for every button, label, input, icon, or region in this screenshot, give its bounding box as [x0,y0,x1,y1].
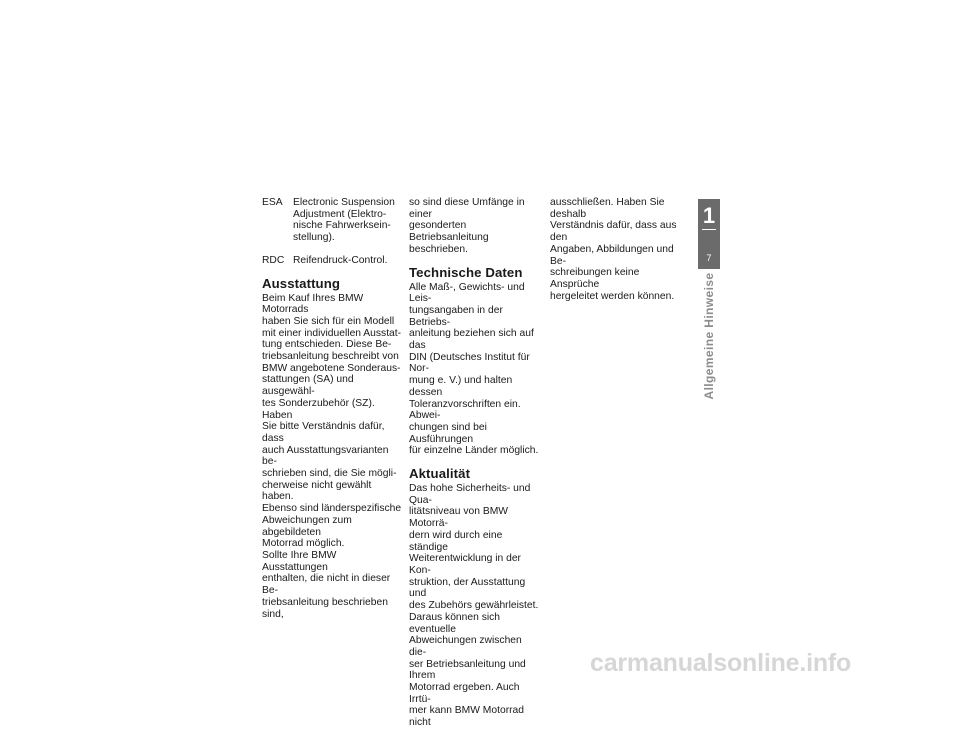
column-1 [262,197,402,620]
abbreviation-esa [262,197,402,244]
column-2 [409,197,541,729]
abbreviation-definition: Electronic Suspension Adjustment (Elektro- nische Fahrwerksein- stellung). [293,197,395,244]
abbreviation-term: RDC [262,254,285,266]
abbreviation-rdc [262,255,402,267]
heading-aktualitaet: Aktualität [409,466,471,482]
paragraph-aktualitaet: Das hohe Sicherheits- und Qua- litätsniveau von BMW Motorrä- dern wird durch eine ständige Weiterentwicklung in der Kon- struktion, der Ausstattung und des Zubehörs gewährleistet. Daraus können sich eventuelle Abweichungen zwischen die- ser Betriebsanleitung und Ihrem Motorrad ergeben. Auch Irrtü- mer kann BMW Motorrad nicht [409,483,539,729]
paragraph-ausstattung-continued: so sind diese Umfänge in einer gesonderten Betriebsanleitung beschrieben. [409,197,525,255]
page-number: 7 [706,253,712,263]
chapter-marker [698,199,720,269]
abbreviation-term: ESA [262,197,283,208]
chapter-divider [702,229,716,230]
chapter-number: 1 [702,203,716,228]
chapter-title: Allgemeine Hinweise [702,272,716,400]
heading-technische-daten: Technische Daten [409,264,523,280]
column-3 [550,197,690,302]
paragraph-technische-daten: Alle Maß-, Gewichts- und Leis- tungsangaben in der Betriebs- anleitung beziehen sich auf das DIN (Deutsches Institut für Nor- mung e. V.) und halten dessen Toleranzvorschriften ein. Abwei- chungen sind bei Ausführungen für einzelne Länder möglich. [409,281,539,457]
paragraph-ausstattung: Beim Kauf Ihres BMW Motorrads haben Sie sich für ein Modell mit einer individuellen Ausstat- tung entschieden. Diese Be- triebsanleitung beschreibt von BMW angebotene Sonderaus- stattungen (SA) und ausgewähl- tes Sonderzubehör (SZ). Haben Sie bitte Verständnis dafür, dass auch Ausstattungsvarianten be- schrieben sind, die Sie mögli- cherweise nicht gewählt haben. Ebenso sind länderspezifische Abweichungen zum abgebildeten Motorrad möglich. Sollte Ihre BMW Ausstattungen enthalten, die nicht in dieser Be- triebsanleitung beschrieben sind, [262,292,402,620]
heading-ausstattung: Ausstattung [262,275,341,291]
abbreviation-definition: Reifendruck-Control. [293,254,388,266]
paragraph-aktualitaet-continued: ausschließen. Haben Sie deshalb Verständnis dafür, dass aus den Angaben, Abbildungen und Be- schreibungen keine Ansprüche hergeleitet werden können. [550,197,677,302]
watermark: carmanualsonline.info [590,649,852,677]
